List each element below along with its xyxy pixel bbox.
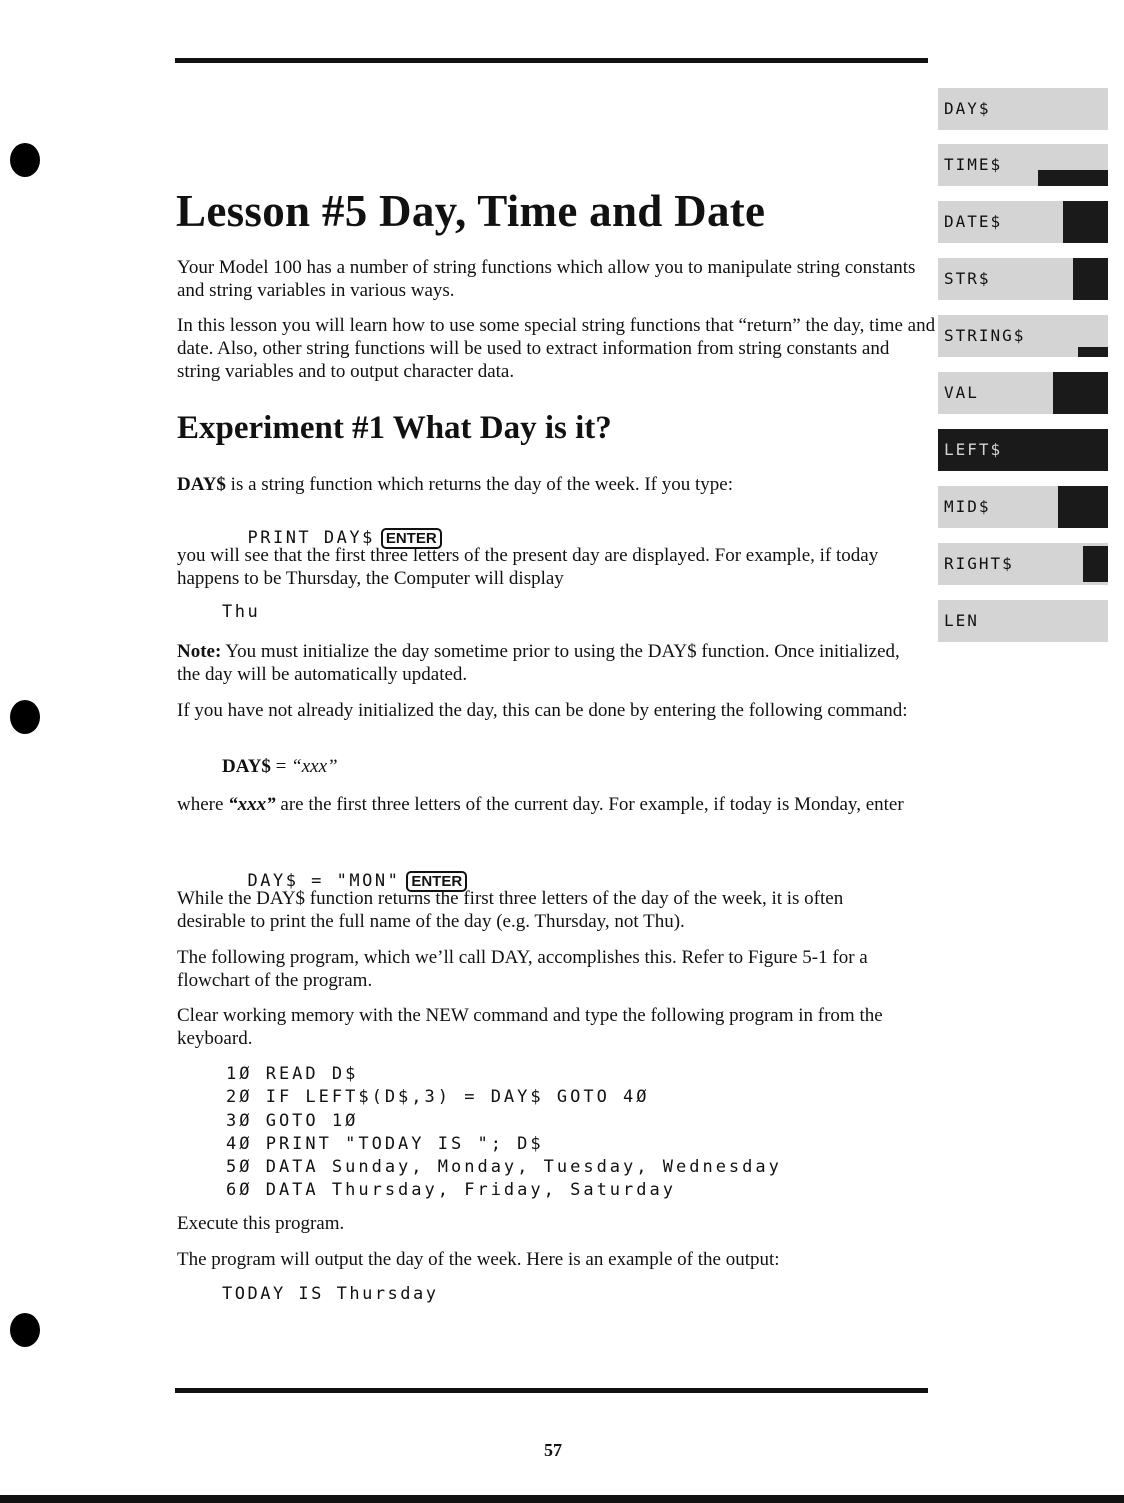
note-paragraph [177, 640, 917, 686]
program-listing [226, 1063, 782, 1203]
lesson-heading: Lesson #5 Day, Time and Date [176, 186, 766, 236]
top-rule [175, 58, 928, 63]
day-function-paragraph [177, 473, 937, 496]
side-tab-mid: MID$ [938, 486, 1108, 528]
where-start: where [177, 794, 229, 815]
output-thu: Thu [222, 602, 261, 622]
code-line: 1Ø READ D$ [226, 1064, 359, 1084]
note-label: Note: [177, 641, 222, 662]
code-line: 3Ø GOTO 1Ø [226, 1110, 359, 1131]
execute-paragraph: Execute this program. [177, 1213, 345, 1234]
side-tab-left: LEFT$ [938, 429, 1108, 471]
enter-key-icon: ENTER [381, 528, 442, 549]
display-paragraph: you will see that the first three letters of the present day are displayed. For example, if today happens to be Thursday, the Computer will display [177, 545, 879, 589]
command-day-mon [222, 851, 467, 892]
enter-key-icon: ENTER [406, 871, 467, 892]
clear-memory-paragraph: Clear working memory with the NEW command and type the following program in from the keyboard. [177, 1005, 883, 1049]
full-name-paragraph: While the DAY$ function returns the first three letters of the day of the week, it is often desirable to print the full name of the day (e.g. Thursday, not Thu). [177, 888, 844, 932]
page-number: 57 [544, 1440, 562, 1460]
command-print-day [222, 508, 442, 549]
assign-lhs: DAY$ [222, 756, 271, 777]
assign-eq: = [270, 756, 292, 777]
binder-hole-bottom [10, 1313, 40, 1347]
command-text: PRINT DAY$ [247, 528, 375, 548]
day-function-term: DAY$ [177, 474, 226, 495]
side-tab-right: RIGHT$ [938, 543, 1108, 585]
side-tab-val: VAL [938, 372, 1108, 414]
intro-paragraph-2: In this lesson you will learn how to use some special string functions that “return” the day, time and date. Also, other string functions will be used to extract information from string constants and string variables and to output character data. [177, 315, 936, 382]
binder-hole-middle [10, 700, 40, 734]
note-text: You must initialize the day sometime prior to using the DAY$ function. Once initialized, the day will be automatically updated. [177, 641, 900, 685]
side-tab-time: TIME$ [938, 144, 1108, 186]
initialize-paragraph: If you have not already initialized the day, this can be done by entering the following command: [177, 700, 908, 721]
day-function-text: is a string function which returns the day of the week. If you type: [225, 474, 733, 495]
assign-day-syntax [222, 756, 338, 778]
experiment-heading: Experiment #1 What Day is it? [177, 410, 612, 446]
side-index-tabs [938, 88, 1108, 648]
code-line: 6Ø DATA Thursday, Friday, Saturday [226, 1180, 676, 1201]
assign-rhs: “xxx” [291, 756, 338, 777]
side-tab-len: LEN [938, 600, 1108, 642]
binder-hole-top [10, 143, 40, 177]
program-intro-paragraph: The following program, which we’ll call DAY, accomplishes this. Refer to Figure 5-1 for a flowchart of the program. [177, 947, 868, 991]
code-line: 4Ø PRINT "TODAY IS "; D$ [226, 1133, 544, 1154]
intro-paragraph-1: Your Model 100 has a number of string functions which allow you to manipulate string constants and string variables in various ways. [177, 257, 916, 301]
where-paragraph [177, 793, 907, 816]
where-term: “xxx” [228, 794, 276, 815]
where-rest: are the first three letters of the current day. For example, if today is Monday, enter [275, 794, 904, 815]
side-tab-str: STR$ [938, 258, 1108, 300]
page-bottom-bar [0, 1495, 1124, 1503]
bottom-rule [175, 1388, 928, 1393]
side-tab-day: DAY$ [938, 88, 1108, 130]
side-tab-date: DATE$ [938, 201, 1108, 243]
command-text: DAY$ = "MON" [247, 871, 401, 891]
output-today: TODAY IS Thursday [222, 1284, 439, 1304]
side-tab-string: STRING$ [938, 315, 1108, 357]
code-line: 2Ø IF LEFT$(D$,3) = DAY$ GOTO 4Ø [226, 1087, 650, 1108]
code-line: 5Ø DATA Sunday, Monday, Tuesday, Wednesday [226, 1157, 782, 1178]
output-paragraph: The program will output the day of the week. Here is an example of the output: [177, 1249, 780, 1270]
